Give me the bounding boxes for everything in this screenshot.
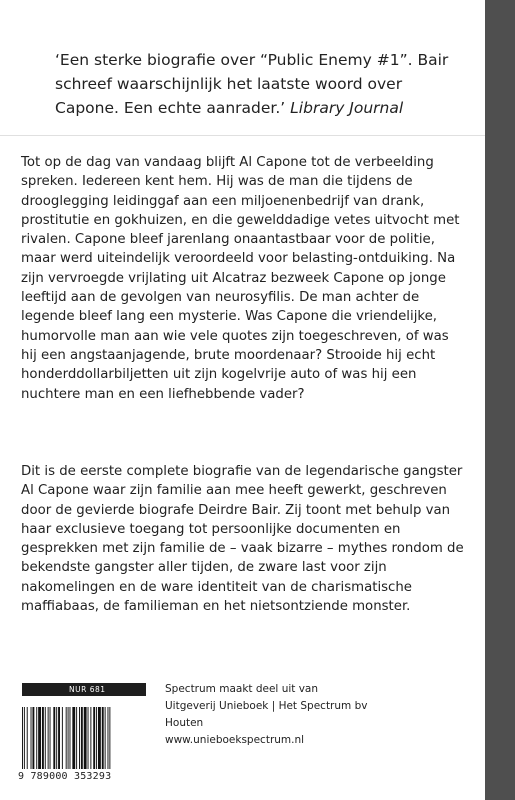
barcode-bar	[48, 707, 49, 769]
barcode-bar	[31, 707, 32, 769]
barcode-bar	[70, 707, 71, 769]
barcode-bar	[38, 707, 41, 769]
nur-code: NUR 681	[69, 685, 106, 694]
barcode-bar	[98, 707, 101, 769]
barcode-bar	[79, 707, 80, 769]
blurb-paragraph-1: Tot op de dag van vandaag blijft Al Capone tot de verbeelding spreken. Iedereen kent hem. Hij was de man die tijdens de drooglegging leidinggaf aan een miljoenenbedrijf van drank, prostitutie en gokhuizen, en die gewelddadige vetes uitvocht met rivalen. Capone bleef jarenlang onaantastbaar voor de politie, maar werd uiteindelijk veroordeeld voor belasting-ontduiking. Na zijn vervroegde vrijlating uit Alcatraz bezweek Capone op jonge leeftijd aan de gevolgen van neurosyfilis. De man achter de legende bleef lang een mysterie. Was Capone die vriendelijke, humorvolle man aan wie vele quotes zijn toegeschreven, of was hij een angstaanjagende, brute moordenaar? Strooide hij echt honderddollarbiljetten uit zijn kogelvrije auto of was hij een nuchtere man en een liefhebbende vader?	[21, 155, 460, 402]
barcode-bar	[66, 707, 67, 769]
barcode-bar	[56, 707, 57, 769]
barcode-bar	[96, 707, 97, 769]
barcode-bar	[32, 707, 34, 769]
publisher-line-1: Spectrum maakt deel uit van	[165, 683, 319, 695]
barcode-bar	[105, 707, 106, 769]
barcode-bar	[58, 707, 60, 769]
barcode-bar	[53, 707, 55, 769]
barcode-bar	[27, 707, 28, 769]
blurb-paragraph-2: Dit is de eerste complete biografie van de legendarische gangster Al Capone waar zijn familie aan mee heeft gewerkt, geschreven door de gevierde biografe Deirdre Bair. Zij toont met behulp van haar exclusieve toegang tot persoonlijke documenten en gesprekken met zijn familie de – vaak bizarre – mythes rondom de bekendste gangster aller tijden, de zware last voor zijn nakomelingen en de ware identiteit van de charismatische maffiabaas, de familieman en het nietsontziende monster.	[21, 464, 464, 615]
barcode-bar	[76, 707, 77, 769]
book-spine-edge	[485, 0, 515, 800]
barcode-bar	[62, 707, 63, 769]
barcode-bar	[108, 707, 109, 769]
barcode-bar	[45, 707, 46, 769]
barcode-bar	[36, 707, 37, 769]
barcode-bar	[24, 707, 25, 769]
publisher-website: www.unieboekspectrum.nl	[165, 734, 305, 746]
barcode-bar	[93, 707, 95, 769]
barcode-bar	[109, 707, 110, 769]
barcode-bar	[88, 707, 89, 769]
review-quote	[55, 48, 465, 120]
barcode-bar	[81, 707, 83, 769]
barcode-bar	[72, 707, 75, 769]
divider	[0, 135, 485, 136]
barcode-bar	[22, 707, 23, 769]
publisher-line-3: Houten	[165, 717, 204, 729]
quote-source: Library Journal	[290, 99, 404, 117]
quote-text: ‘Een sterke biografie over “Public Enemy #1”. Bair schreef waarschijnlijk het laatste woord over Capone. Een echte aanrader.’	[55, 51, 449, 117]
barcode-bar	[50, 707, 51, 769]
barcode-bar	[42, 707, 44, 769]
barcode-bar	[90, 707, 91, 769]
nur-label-box	[22, 683, 146, 696]
barcode-bar	[102, 707, 104, 769]
publisher-line-2: Uitgeverij Unieboek | Het Spectrum bv	[165, 700, 368, 712]
barcode-bar	[68, 707, 69, 769]
barcode-bar	[84, 707, 87, 769]
isbn-digits: 9 789000 353293	[18, 771, 112, 782]
publisher-info	[165, 681, 465, 749]
isbn-barcode	[22, 707, 146, 769]
